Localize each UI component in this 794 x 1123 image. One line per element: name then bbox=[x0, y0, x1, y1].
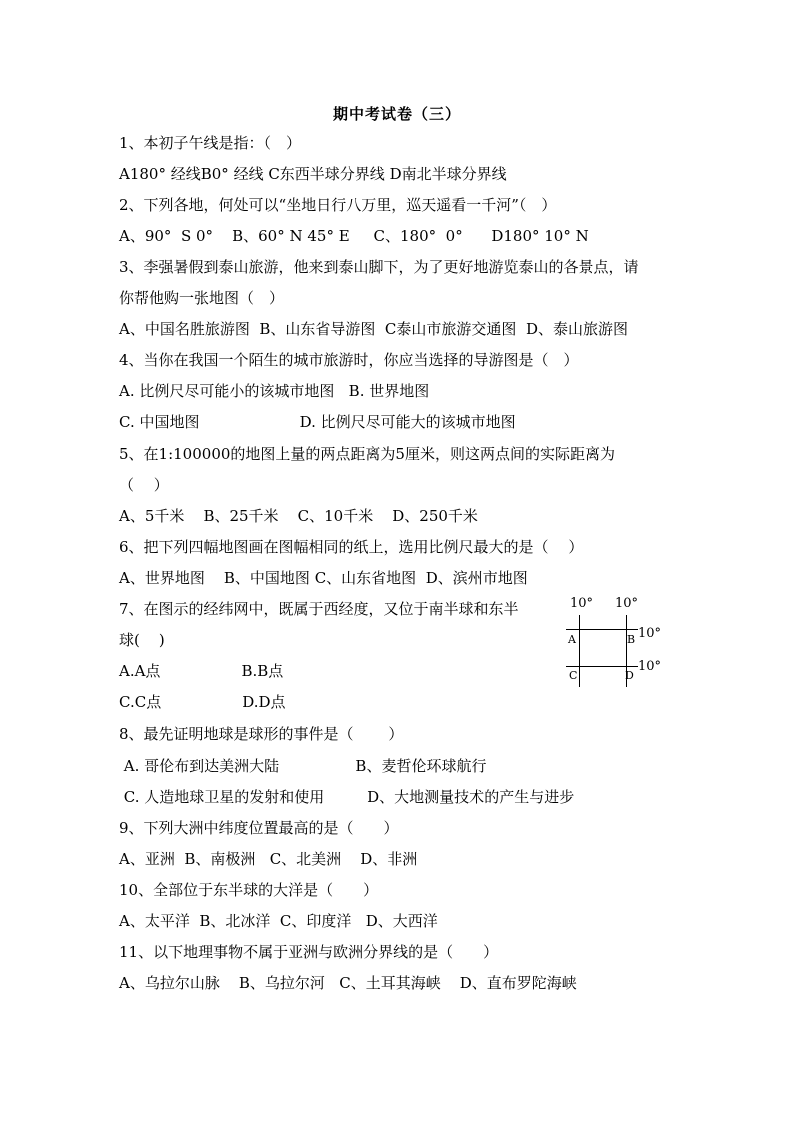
grid-meridian-left bbox=[579, 615, 580, 687]
question-1: 1、本初子午线是指：（ ） bbox=[119, 134, 302, 152]
grid-point-d: D bbox=[625, 669, 634, 682]
question-3: 3、李强暑假到泰山旅游，他来到泰山脚下，为了更好地游览泰山的各景点，请 bbox=[119, 258, 639, 276]
question-10: 10、全部位于东半球的大洋是（ ） bbox=[119, 881, 379, 899]
question-10-options: A、太平洋 B、北冰洋 C、印度洋 D、大西洋 bbox=[119, 912, 438, 930]
question-7: 7、在图示的经纬网中，既属于西经度，又位于南半球和东半 bbox=[119, 600, 519, 618]
grid-label-right-upper: 10° bbox=[638, 626, 662, 641]
question-6: 6、把下列四幅地图画在图幅相同的纸上，选用比例尺最大的是（ ） bbox=[119, 538, 584, 556]
grid-point-a: A bbox=[568, 633, 576, 646]
grid-parallel-upper bbox=[566, 629, 638, 630]
question-2-options: A、90° S 0° B、60° N 45° E C、180° 0° D180° 10° N bbox=[119, 227, 589, 245]
question-11-options: A、乌拉尔山脉 B、乌拉尔河 C、土耳其海峡 D、直布罗陀海峡 bbox=[119, 974, 577, 992]
grid-point-b: B bbox=[627, 633, 636, 646]
grid-point-c: C bbox=[569, 669, 578, 682]
question-8: 8、最先证明地球是球形的事件是（ ） bbox=[119, 725, 404, 743]
question-6-options: A、世界地图 B、中国地图 C、山东省地图 D、滨州市地图 bbox=[119, 569, 528, 587]
grid-label-right-lower: 10° bbox=[638, 659, 662, 674]
lat-long-grid-figure bbox=[560, 596, 670, 696]
question-7-options-cd: C.C点 D.D点 bbox=[119, 693, 286, 711]
grid-parallel-lower bbox=[566, 666, 638, 667]
question-1-options: A180° 经线B0° 经线 C东西半球分界线 D南北半球分界线 bbox=[119, 165, 507, 183]
question-8-options-cd: C. 人造地球卫星的发射和使用 D、大地测量技术的产生与进步 bbox=[119, 788, 575, 806]
question-4-options-cd: C. 中国地图 D. 比例尺尽可能大的该城市地图 bbox=[119, 413, 516, 431]
question-5-cont: （ ） bbox=[119, 476, 169, 494]
question-2: 2、下列各地，何处可以“坐地日行八万里，巡天遥看一千河”（ ） bbox=[119, 196, 557, 214]
question-4: 4、当你在我国一个陌生的城市旅游时，你应当选择的导游图是（ ） bbox=[119, 351, 579, 369]
question-7-options-ab: A.A点 B.B点 bbox=[119, 662, 284, 680]
question-5-options: A、5千米 B、25千米 C、10千米 D、250千米 bbox=[119, 507, 478, 525]
question-9-options: A、亚洲 B、南极洲 C、北美洲 D、非洲 bbox=[119, 850, 418, 868]
question-9: 9、下列大洲中纬度位置最高的是（ ） bbox=[119, 819, 399, 837]
page-title: 期中考试卷（三） bbox=[332, 105, 461, 123]
question-11: 11、以下地理事物不属于亚洲与欧洲分界线的是（ ） bbox=[119, 943, 499, 961]
question-8-options-ab: A. 哥伦布到达美洲大陆 B、麦哲伦环球航行 bbox=[119, 757, 487, 775]
question-3-options: A、中国名胜旅游图 B、山东省导游图 C泰山市旅游交通图 D、泰山旅游图 bbox=[119, 320, 628, 338]
grid-label-top-right: 10° bbox=[615, 596, 639, 611]
grid-label-top-left: 10° bbox=[570, 596, 594, 611]
question-7-cont: 球( ) bbox=[119, 631, 165, 649]
question-5: 5、在1:100000的地图上量的两点距离为5厘米，则这两点间的实际距离为 bbox=[119, 445, 615, 463]
question-3-cont: 你帮他购一张地图（ ） bbox=[119, 289, 285, 307]
question-4-options-ab: A. 比例尺尽可能小的该城市地图 B. 世界地图 bbox=[119, 382, 430, 400]
